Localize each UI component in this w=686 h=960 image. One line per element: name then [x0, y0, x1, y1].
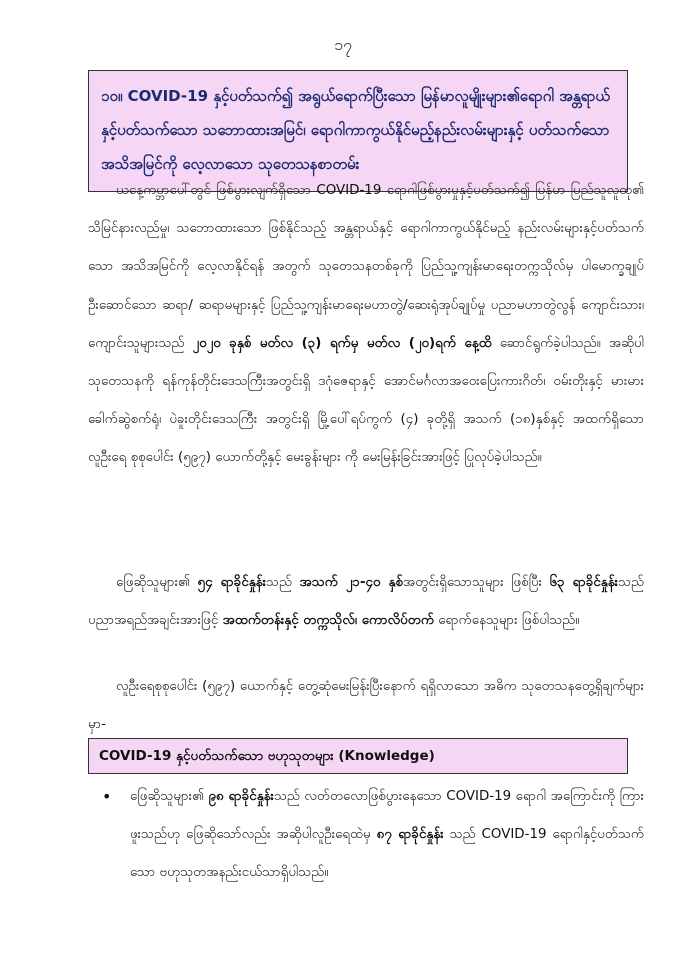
bullet-text-1: ဖြေဆိုသူများ၏ — [130, 789, 204, 804]
demo-education-percent: ၆၃ ရာခိုင်နှုန်း — [549, 575, 619, 590]
little-knowledge-percent: ၈၇ ရာခိုင်နှုန်း — [376, 827, 444, 842]
document-title: ၁၀။ COVID-19 နှင့်ပတ်သက်၍ အရွယ်ရောက်ပြီးသော မြန်မာလူမျိုးများ၏ရောဂါ အန္တရာယ်နှင့်ပတ်သက်သော သဘောထားအမြင်၊ ရောဂါကာကွယ်နိုင်မည့်နည်းလမ်းများနှင့် ပတ်သက်သော အသိအမြင်ကို လေ့လာသော သုတေသနစာတမ်း — [88, 70, 628, 192]
demo-text-5: ရောက်နေသူများ ဖြစ်ပါသည်။ — [438, 613, 580, 629]
demo-text-3: အတွင်းရှိသောသူများ ဖြစ်ပြီး — [403, 575, 542, 590]
page-number: ၁၇ — [334, 35, 352, 54]
knowledge-bullet-list — [96, 778, 644, 892]
demo-text-4: သည် ပညာအရည်အချင်းအားဖြင့် — [88, 575, 644, 629]
demo-text-2: သည် — [266, 575, 292, 590]
bullet-icon: • — [102, 787, 112, 806]
intro-paragraph — [88, 172, 644, 478]
study-dates: ၂၀၂၀ ခုနှစ် မတ်လ (၃) ရက်မှ မတ်လ (၂၀)ရက် နေ့ထိ — [192, 335, 492, 351]
intro-text-part2: ဆောင်ရွက်ခဲ့ပါသည်။ အဆိုပါသုတေသနကို ရန်ကုန်တိုင်းဒေသကြီးအတွင်းရှိ ဒဂုံဇေရာနှင့် အောင်မင်္ဂလာအဝေးပြေးကားဂိတ်၊ ဝမ်းတိုးနှင့် မားမားခေါက်ဆွဲစက်ရုံ၊ ပဲခူးတိုင်းဒေသကြီး အတွင်းရှိ မြို့ပေါ်ရပ်ကွက် (၄) ခုတို့ရှိ အသက် (၁၈)နှစ်နှင့် အထက်ရှိသော လူဦးရေ စုစုပေါင်း (၅၉၇) ယောက်တို့နှင့် မေးခွန်းများ ကို မေးမြန်းခြင်းအားဖြင့် ပြုလုပ်ခဲ့ပါသည်။ — [88, 335, 645, 466]
intro-text-part1: ယနေ့ကမ္ဘာပေါ်တွင် ဖြစ်ပွားလျက်ရှိသော COVID-19 ရောဂါဖြစ်ပွားမှုနှင့်ပတ်သက်၍ မြန်မာ ပြည်သူလူထု၏ သိမြင်နားလည်မှု၊ သဘောထားသော ဖြစ်နိုင်သည့် အန္တရာယ်နှင့် ရောဂါကာကွယ်နိုင်မည့် နည်းလမ်းများနှင့်ပတ်သက်သော အသိအမြင်ကို လေ့လာနိုင်ရန် အတွက် သုတေသနတစ်ခုကို ပြည်သူ့ကျန်းမာရေးတက္ကသိုလ်မှ ပါမောက္ခချုပ်ဦးဆောင်သော ဆရာ/ ဆရာမများနှင့် ပြည်သူ့ကျန်းမာရေးမဟာတွဲ/ဆေးရုံအုပ်ချုပ်မှု ပညာမဟာတွဲလွန် ကျောင်းသား၊ ကျောင်းသူများသည် — [88, 183, 644, 351]
demo-text-1: ဖြေဆိုသူများ၏ — [116, 575, 190, 590]
demographics-paragraph — [88, 564, 644, 640]
demo-education-level: အထက်တန်းနှင့် တက္ကသိုလ်၊ ကောလိပ်တက် — [222, 613, 434, 629]
bullet-text-3: သည် COVID-19 ရောဂါနှင့်ပတ်သက်သော ဗဟုသုတအနည်းငယ်သာရှိပါသည်။ — [130, 827, 644, 880]
findings-intro-paragraph: လူဦးရေစုစုပေါင်း (၅၉၇) ယောက်နှင့် တွေ့ဆုံမေးမြန်းပြီးနောက် ရရှိလာသော အဓိက သုတေသနတွေ့ရှိချက်များမှာ- — [88, 679, 644, 733]
bullet-text-2: သည် လတ်တလောဖြစ်ပွားနေသော COVID-19 ရောဂါ အကြောင်းကို ကြားဖူးသည်ဟု ဖြေဆိုသော်လည်း အဆိုပါလူဦးရေထဲမှ — [130, 789, 644, 842]
demo-age-range: အသက် ၂၁-၄၀ နှစ် — [299, 575, 404, 590]
heard-percent: ၉၈ ရာခိုင်နှုန်း — [208, 789, 274, 804]
knowledge-section-heading: COVID-19 နှင့်ပတ်သက်သော ဗဟုသုတများ (Knowledge) — [88, 738, 628, 774]
list-item — [96, 778, 644, 892]
demo-age-percent: ၅၄ ရာခိုင်နှုန်း — [197, 575, 266, 590]
